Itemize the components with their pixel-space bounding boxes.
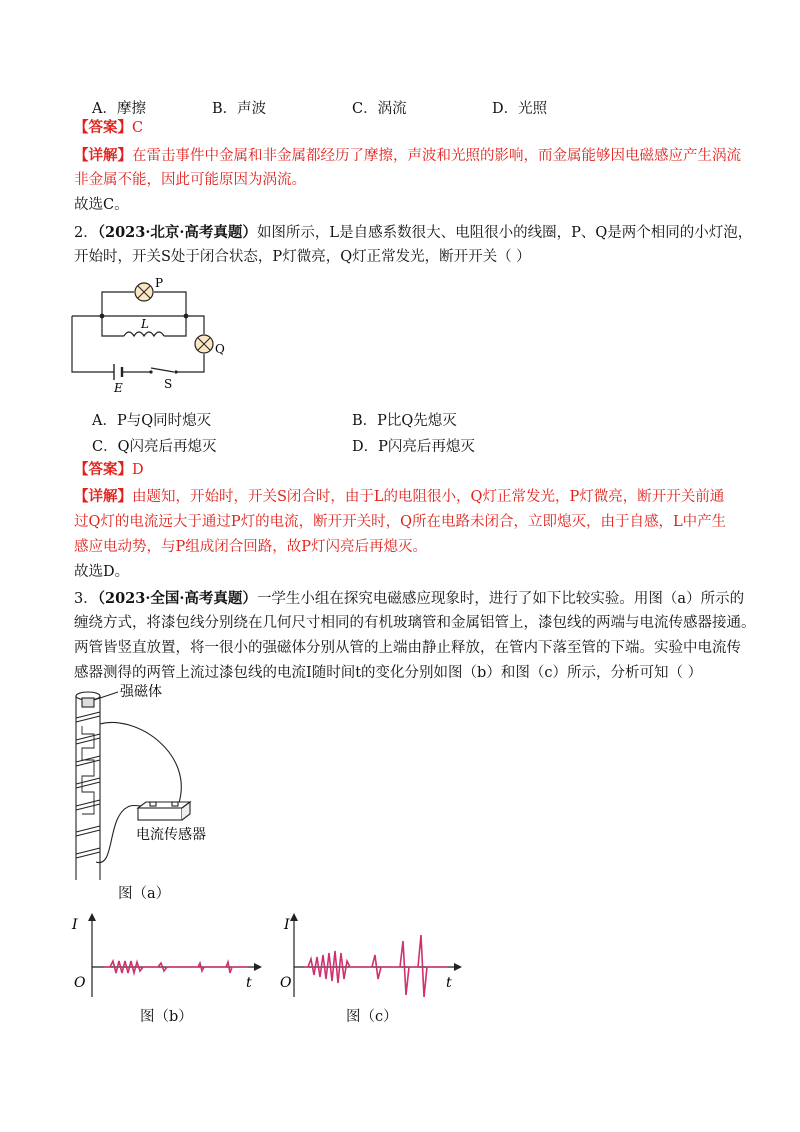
q1-detail-line1: 【详解】在雷击事件中金属和非金属都经历了摩擦，声波和光照的影响，而金属能够因电磁感应产生涡流 xyxy=(74,147,741,164)
q3-source: （2023·全国·高考真题） xyxy=(97,590,257,607)
q2-stem-line1: 2．（2023·北京·高考真题）如图所示，L是自感系数很大、电阻很小的线圈，P、Q是两个相同的小灯泡， xyxy=(74,224,753,241)
q2-option-b: B．P比Q先熄灭 xyxy=(352,413,457,429)
q1-conclusion: 故选C。 xyxy=(74,197,129,213)
y-label: I xyxy=(72,917,78,933)
x-arrow-icon xyxy=(254,963,262,971)
q2-detail-line2: 过Q灯的电流远大于通过P灯的电流，断开开关时，Q所在电路未闭合，立即熄灭，由于自感，L中产生 xyxy=(74,514,727,530)
q1-detail-line2: 非金属不能，因此可能原因为涡流。 xyxy=(74,172,306,188)
answer-value: D xyxy=(132,462,144,478)
q3-stem-line3: 两管皆竖直放置，将一很小的强磁体分别从管的上端由静止释放，在管内下落至管的下端。实验中电流传 xyxy=(74,640,741,656)
q2-option-c: C．Q闪亮后再熄灭 xyxy=(92,439,217,455)
lamp-p-icon xyxy=(135,283,153,301)
label-p: P xyxy=(155,276,164,290)
label-q: Q xyxy=(215,342,225,356)
q3-figure-b xyxy=(70,905,270,1005)
lamp-q-icon xyxy=(195,335,213,353)
q1-option-a: A．摩擦 xyxy=(92,101,146,117)
q2-source: （2023·北京·高考真题） xyxy=(97,224,257,241)
y-arrow-icon xyxy=(290,913,298,921)
x-arrow-icon xyxy=(454,963,462,971)
q1-option-d: D．光照 xyxy=(492,101,548,117)
q2-option-a: A．P与Q同时熄灭 xyxy=(92,413,212,429)
x-label: t xyxy=(246,975,252,991)
answer-tag: 【答案】 xyxy=(74,461,132,478)
answer-value: C xyxy=(132,120,144,136)
q1-option-b: B．声波 xyxy=(212,101,267,117)
signal-trace-c xyxy=(304,935,448,997)
inductor-coil-icon xyxy=(124,332,164,336)
q2-number: 2． xyxy=(74,225,98,241)
answer-tag: 【答案】 xyxy=(74,119,132,136)
y-arrow-icon xyxy=(88,913,96,921)
q1-answer xyxy=(74,117,143,139)
x-label: t xyxy=(446,975,452,991)
battery-icon xyxy=(114,364,122,380)
q2-conclusion: 故选D。 xyxy=(74,564,130,580)
q2-stem-line2: 开始时，开关S处于闭合状态，P灯微亮，Q灯正常发光，断开开关（ ） xyxy=(74,249,531,265)
q2-detail-line1: 【详解】由题知，开始时，开关S闭合时，由于L的电阻很小，Q灯正常发光，P灯微亮，断开开关前通 xyxy=(74,488,725,505)
q3-figure-c xyxy=(280,905,470,1005)
q1-option-c: C．涡流 xyxy=(352,101,407,117)
q3-stem-line2: 缠绕方式，将漆包线分别绕在几何尺寸相同的有机玻璃管和金属铝管上，漆包线的两端与电流传感器接通。 xyxy=(74,615,756,631)
y-label: I xyxy=(284,917,290,933)
label-l: L xyxy=(141,317,149,331)
label-s: S xyxy=(164,377,173,391)
detail-tag: 【详解】 xyxy=(74,147,132,164)
sensor-label: 电流传感器 xyxy=(136,827,206,843)
magnet-label: 强磁体 xyxy=(120,684,162,700)
label-e: E xyxy=(114,381,123,394)
q3-figure-a xyxy=(66,684,236,884)
switch-icon xyxy=(149,370,152,373)
fig-a-caption: 图（a） xyxy=(118,886,171,902)
q3-number: 3． xyxy=(74,591,98,607)
origin-label: O xyxy=(74,975,86,991)
q2-circuit-diagram xyxy=(66,274,246,394)
q2-detail-line3: 感应电动势，与P组成闭合回路，故P灯闪亮后再熄灭。 xyxy=(74,539,428,555)
origin-label: O xyxy=(280,975,292,991)
q3-stem-line1: 3．（2023·全国·高考真题）一学生小组在探究电磁感应现象时，进行了如下比较实验。用图（a）所示的 xyxy=(74,590,745,607)
fig-b-caption: 图（b） xyxy=(140,1009,193,1025)
q2-answer xyxy=(74,459,144,481)
q2-option-d: D．P闪亮后再熄灭 xyxy=(352,439,475,455)
detail-tag: 【详解】 xyxy=(74,488,132,505)
q3-stem-line4: 感器测得的两管上流过漆包线的电流I随时间t的变化分别如图（b）和图（c）所示，分析可知（ ） xyxy=(74,665,703,681)
fig-c-caption: 图（c） xyxy=(346,1009,398,1025)
